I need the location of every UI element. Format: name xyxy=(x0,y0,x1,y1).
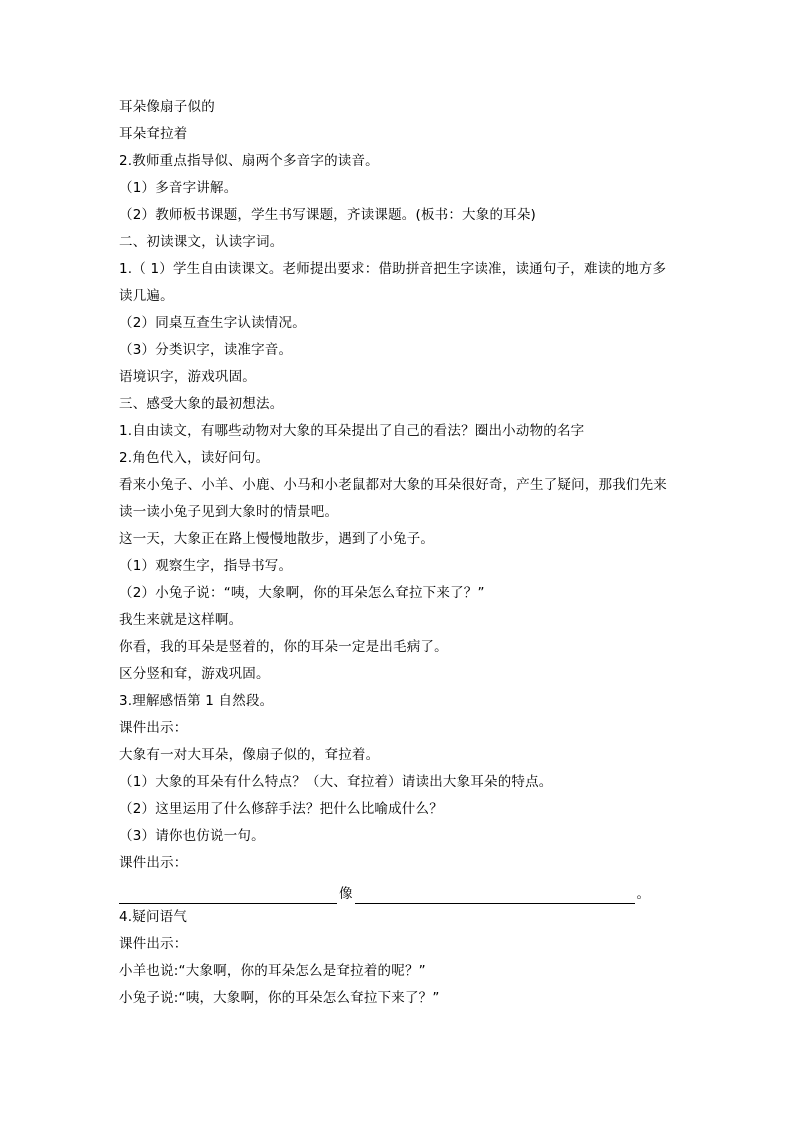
text-line: （1）多音字讲解。 xyxy=(119,180,238,196)
text-line: （2）这里运用了什么修辞手法？把什么比喻成什么？ xyxy=(119,801,443,817)
text-line: 2.角色代入，读好问句。 xyxy=(119,450,270,466)
document-body xyxy=(119,94,679,1012)
fill-in-blank-sentence xyxy=(119,877,679,904)
text-line: 耳朵耷拉着 xyxy=(119,126,188,142)
text-line: 耳朵像扇子似的 xyxy=(119,99,215,115)
text-line: 小羊也说:“大象啊，你的耳朵怎么是耷拉着的呢？” xyxy=(119,963,426,979)
text-line: 课件出示： xyxy=(119,936,188,952)
text-line: 课件出示： xyxy=(119,720,188,736)
text-line: 1.自由读文，有哪些动物对大象的耳朵提出了自己的看法？圈出小动物的名字 xyxy=(119,423,585,439)
text-line: （1）观察生字，指导书写。 xyxy=(119,558,293,574)
blank-underline xyxy=(355,884,635,904)
text-line: 我生来就是这样啊。 xyxy=(119,612,243,628)
section-heading: 二、初读课文，认读字词。 xyxy=(119,234,284,250)
text-line: （3）请你也仿说一句。 xyxy=(119,828,265,844)
text-line: 区分竖和耷，游戏巩固。 xyxy=(119,666,270,682)
text-line: 3.理解感悟第 1 自然段。 xyxy=(119,693,274,709)
blank-underline xyxy=(119,884,337,904)
text-line: 1.（ 1）学生自由读课文。老师提出要求：借助拼音把生字读准，读通句子，难读的地方多 xyxy=(119,261,667,277)
text-line: （2）小兔子说：“咦，大象啊，你的耳朵怎么耷拉下来了？” xyxy=(119,585,485,601)
blank-connector: 像 xyxy=(339,886,353,902)
text-line: 2.教师重点指导似、扇两个多音字的读音。 xyxy=(119,153,379,169)
text-line: 这一天，大象正在路上慢慢地散步，遇到了小兔子。 xyxy=(119,531,435,547)
blank-period: 。 xyxy=(636,886,650,902)
text-line: 你看，我的耳朵是竖着的，你的耳朵一定是出毛病了。 xyxy=(119,639,448,655)
text-line: （1）大象的耳朵有什么特点？（大、耷拉着）请读出大象耳朵的特点。 xyxy=(119,774,553,790)
text-line: 大象有一对大耳朵，像扇子似的，耷拉着。 xyxy=(119,747,380,763)
text-line: （2）教师板书课题，学生书写课题，齐读课题。(板书：大象的耳朵) xyxy=(119,207,537,223)
text-line: 读几遍。 xyxy=(119,288,174,304)
text-line: 课件出示： xyxy=(119,855,188,871)
text-line: （2）同桌互查生字认读情况。 xyxy=(119,315,306,331)
text-line: 小兔子说:“咦，大象啊，你的耳朵怎么耷拉下来了？” xyxy=(119,990,440,1006)
text-line: 看来小兔子、小羊、小鹿、小马和小老鼠都对大象的耳朵很好奇，产生了疑问，那我们先来 xyxy=(119,477,667,493)
section-heading: 三、感受大象的最初想法。 xyxy=(119,396,284,412)
text-line: 读一读小兔子见到大象时的情景吧。 xyxy=(119,504,339,520)
text-line: 4.疑问语气 xyxy=(119,909,188,925)
text-line: （3）分类识字，读准字音。 xyxy=(119,342,293,358)
text-line: 语境识字，游戏巩固。 xyxy=(119,369,256,385)
